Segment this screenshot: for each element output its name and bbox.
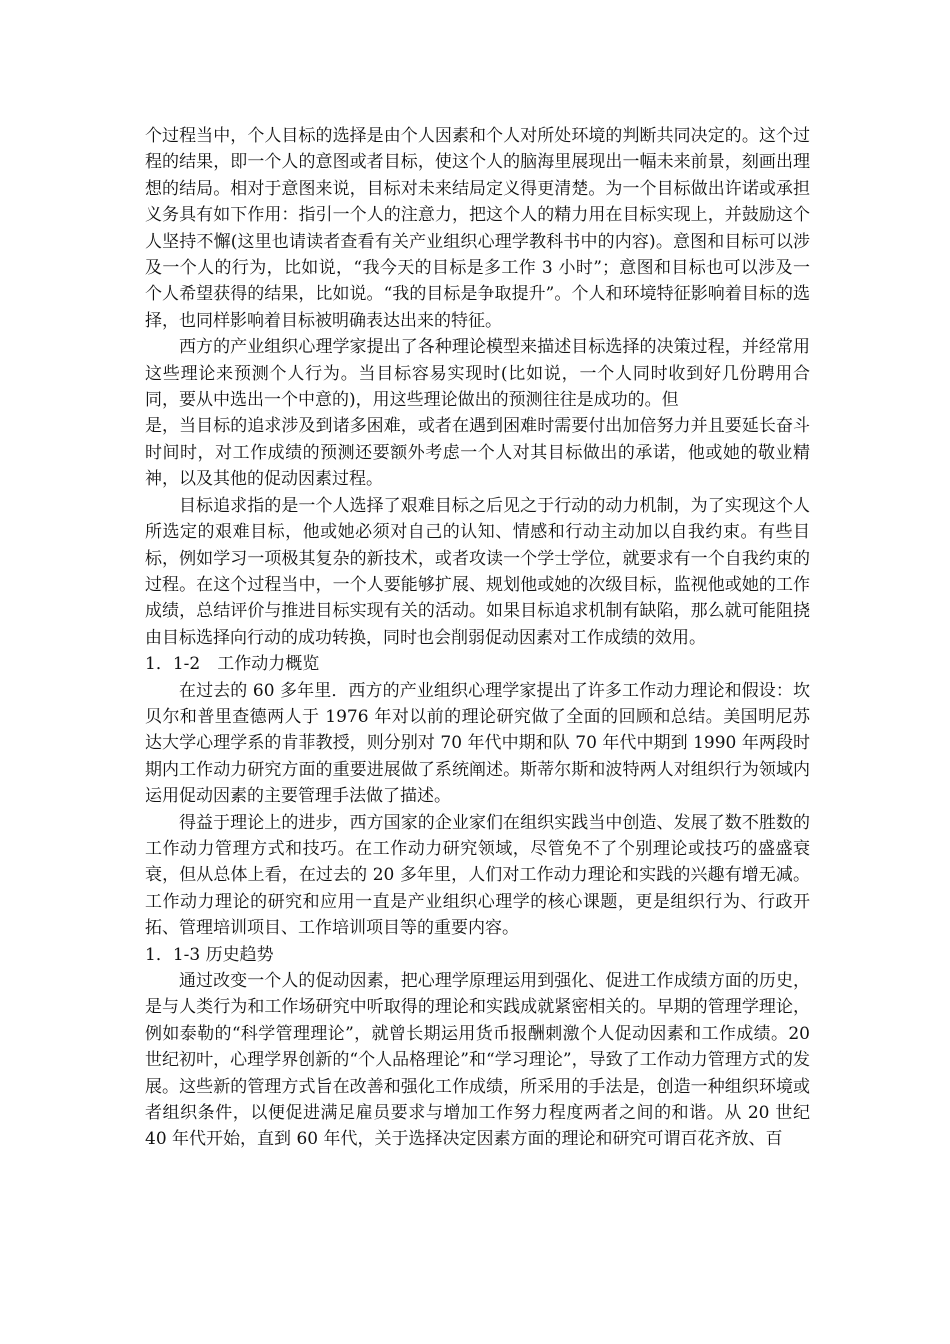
- paragraph-goal-pursuit: 目标追求指的是一个人选择了艰难目标之后见之于行动的动力机制，为了实现这个人所选定的艰难目标，他或她必须对自己的认知、情感和行动主动加以自我约束。有些目标，例如学习一项极其复杂的新技术，或者攻读一个学士学位，就要求有一个自我约束的过程。在这个过程当中，一个人要能够扩展、规划他或她的次级目标，监视他或她的工作成绩，总结评价与推进目标实现有关的活动。如果目标追求机制有缺陷，那么就可能阻挠由目标选择向行动的成功转换，同时也会削弱促动因素对工作成绩的效用。: [145, 495, 810, 648]
- section-heading-overview: 1．1-2 工作动力概览: [145, 654, 320, 675]
- document-body: [145, 123, 810, 1153]
- paragraph-goal-selection: 个过程当中，个人目标的选择是由个人因素和个人对所处环境的判断共同决定的。这个过程的结果，即一个人的意图或者目标，使这个人的脑海里展现出一幅未来前景，刻画出理想的结局。相对于意图来说，目标对未来结局定义得更清楚。为一个目标做出许诺或承担义务具有如下作用：指引一个人的注意力，把这个人的精力用在目标实现上，并鼓励这个人坚持不懈(这里也请读者查看有关产业组织心理学教科书中的内容)。意图和目标可以涉及一个人的行为，比如说，“我今天的目标是多工作 3 小时”；意图和目标也可以涉及一个人希望获得的结果，比如说。“我的目标是争取提升”。个人和环境特征影响着目标的选择，也同样影响着目标被明确表达出来的特征。: [145, 126, 810, 331]
- paragraph-decision-models: 西方的产业组织心理学家提出了各种理论模型来描述目标选择的决策过程，并经常用这些理论来预测个人行为。当目标容易实现时(比如说，一个人同时收到好几份聘用合同，要从中选出一个中意的)，用这些理论做出的预测往往是成功的。但: [145, 337, 810, 411]
- paragraph-historical-trends: 通过改变一个人的促动因素，把心理学原理运用到强化、促进工作成绩方面的历史，是与人类行为和工作场研究中听取得的理论和实践成就紧密相关的。早期的管理学理论，例如泰勒的“科学管理理论”，就曾长期运用货币报酬刺激个人促动因素和工作成绩。20 世纪初叶，心理学界创新的“个人品格理论”和“学习理论”，导致了工作动力管理方式的发展。这些新的管理方式旨在改善和强化工作成绩，所采用的手法是，创造一种组织环境或者组织条件，以便促进满足雇员要求与增加工作努力程度两者之间的和谐。从 20 世纪 40 年代开始，直到 60 年代，关于选择决定因素方面的理论和研究可谓百花齐放、百: [145, 971, 810, 1150]
- section-heading-history: 1．1-3 历史趋势: [145, 944, 274, 965]
- paragraph-theory-history: 在过去的 60 多年里．西方的产业组织心理学家提出了许多工作动力理论和假设：坎贝尔和普里查德两人于 1976 年对以前的理论研究做了全面的回顾和总结。美国明尼苏达大学心理学系的肯菲教授，则分别对 70 年代中期和队 70 年代中期到 1990 年两段时期内工作动力研究方面的重要进展做了系统阐述。斯蒂尔斯和波特两人对组织行为领域内运用促动因素的主要管理手法做了描述。: [145, 680, 810, 807]
- paragraph-practice-progress: 得益于理论上的进步，西方国家的企业家们在组织实践当中创造、发展了数不胜数的工作动力管理方式和技巧。在工作动力研究领域，尽管免不了个别理论或技巧的盛盛衰衰，但从总体上看，在过去的 20 多年里，人们对工作动力理论和实践的兴趣有增无减。工作动力理论的研究和应用一直是产业组织心理学的核心课题，更是组织行为、行政开拓、管理培训项目、工作培训项目等的重要内容。: [145, 812, 810, 939]
- paragraph-difficult-goals: 是，当目标的追求涉及到诸多困难，或者在遇到困难时需要付出加倍努力并且要延长奋斗时间时，对工作成绩的预测还要额外考虑一个人对其目标做出的承诺，他或她的敬业精神，以及其他的促动因素过程。: [145, 416, 810, 490]
